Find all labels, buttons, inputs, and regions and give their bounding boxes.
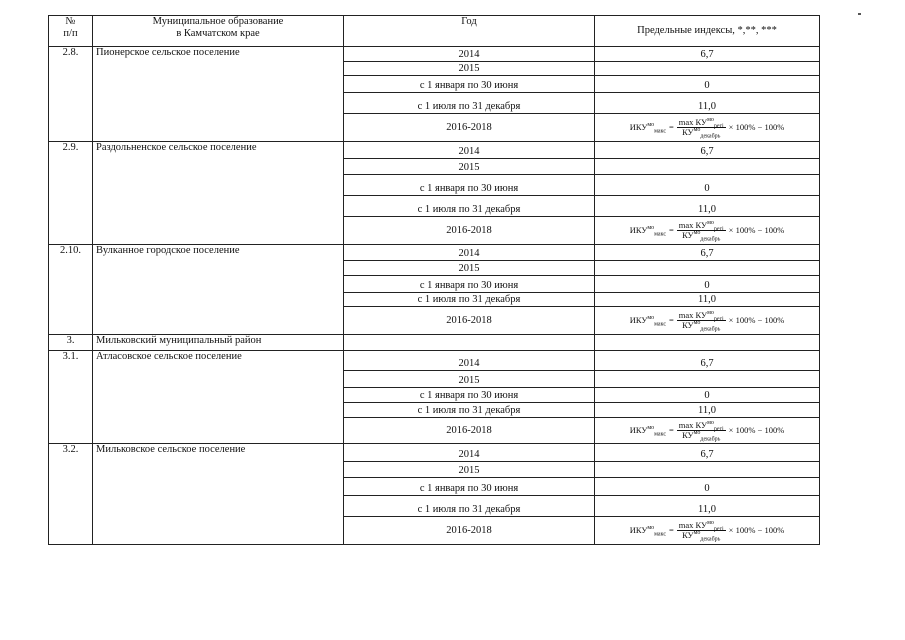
period-cell: 2016-2018: [344, 418, 595, 444]
formula-lhs: $ИКУ^{мо}_{макс}$: [629, 224, 666, 238]
index-value-cell: 11,0: [595, 93, 820, 114]
col-header-year: Год: [344, 16, 595, 47]
index-formula-cell: [595, 517, 820, 545]
period-cell: 2016-2018: [344, 307, 595, 335]
formula-fraction: $\frac{\max КУ^{мо}_{регi}}{КУ^{мо}_{декабрь}}$: [678, 519, 724, 543]
index-formula: [630, 221, 785, 241]
table-row: [49, 444, 820, 462]
period-cell: 2014: [344, 47, 595, 62]
entity-number: 3.2.: [49, 444, 93, 545]
period-cell: 2014: [344, 142, 595, 159]
formula-tail: × 100% − 100%: [728, 121, 785, 132]
index-value-cell: [595, 462, 820, 478]
formula-tail: × 100% − 100%: [728, 524, 785, 535]
formula-tail: × 100% − 100%: [728, 314, 785, 325]
index-value-cell: 11,0: [595, 293, 820, 307]
index-value-cell: 0: [595, 175, 820, 196]
entity-name: Атласовское сельское поселение: [93, 351, 344, 444]
index-formula-cell: [595, 217, 820, 245]
formula-fraction: $\frac{\max КУ^{мо}_{регi}}{КУ^{мо}_{декабрь}}$: [678, 419, 724, 443]
table-row: [49, 142, 820, 159]
index-value-cell: 0: [595, 478, 820, 496]
period-cell: с 1 января по 30 июня: [344, 76, 595, 93]
entity-name: Вулканное городское поселение: [93, 245, 344, 335]
index-value-cell: [595, 261, 820, 276]
col-header-index: Предельные индексы, *,**, ***: [595, 16, 820, 47]
period-cell: с 1 января по 30 июня: [344, 175, 595, 196]
formula-tail: × 100% − 100%: [728, 224, 785, 235]
formula-equals: =: [669, 424, 674, 435]
index-value-cell: 0: [595, 76, 820, 93]
index-value-cell: 6,7: [595, 47, 820, 62]
entity-number: 2.10.: [49, 245, 93, 335]
period-cell: 2015: [344, 371, 595, 388]
period-cell: 2014: [344, 351, 595, 371]
entity-number: 2.9.: [49, 142, 93, 245]
period-cell: с 1 июля по 31 декабря: [344, 293, 595, 307]
index-formula-cell: [595, 114, 820, 142]
formula-fraction: $\frac{\max КУ^{мо}_{регi}}{КУ^{мо}_{декабрь}}$: [678, 309, 724, 333]
period-cell: с 1 января по 30 июня: [344, 478, 595, 496]
index-value-cell: [595, 159, 820, 175]
period-cell: 2016-2018: [344, 517, 595, 545]
formula-equals: =: [669, 121, 674, 132]
index-value-cell: 0: [595, 276, 820, 293]
period-cell: с 1 января по 30 июня: [344, 388, 595, 403]
index-formula: [630, 311, 785, 331]
period-cell: 2015: [344, 62, 595, 76]
period-cell: 2015: [344, 462, 595, 478]
index-formula: [630, 118, 785, 138]
empty-cell: [595, 335, 820, 351]
index-value-cell: 11,0: [595, 196, 820, 217]
period-cell: с 1 января по 30 июня: [344, 276, 595, 293]
index-formula: [630, 421, 785, 441]
table-body: [49, 47, 820, 545]
index-value-cell: 6,7: [595, 245, 820, 261]
entity-name: Раздольненское сельское поселение: [93, 142, 344, 245]
formula-equals: =: [669, 314, 674, 325]
period-cell: с 1 июля по 31 декабря: [344, 403, 595, 418]
entity-number: 2.8.: [49, 47, 93, 142]
period-cell: с 1 июля по 31 декабря: [344, 196, 595, 217]
entity-name: Пионерское сельское поселение: [93, 47, 344, 142]
empty-cell: [344, 335, 595, 351]
index-value-cell: 11,0: [595, 403, 820, 418]
index-formula: [630, 521, 785, 541]
formula-lhs: $ИКУ^{мо}_{макс}$: [629, 314, 666, 328]
index-value-cell: 6,7: [595, 351, 820, 371]
district-number: 3.: [49, 335, 93, 351]
tariff-index-table: [48, 15, 820, 545]
table-row: [49, 245, 820, 261]
index-value-cell: 11,0: [595, 496, 820, 517]
entity-name: Мильковское сельское поселение: [93, 444, 344, 545]
period-cell: с 1 июля по 31 декабря: [344, 496, 595, 517]
formula-equals: =: [669, 224, 674, 235]
period-cell: 2014: [344, 245, 595, 261]
formula-tail: × 100% − 100%: [728, 424, 785, 435]
table-row: [49, 47, 820, 62]
index-formula-cell: [595, 418, 820, 444]
period-cell: 2016-2018: [344, 217, 595, 245]
entity-number: 3.1.: [49, 351, 93, 444]
period-cell: 2015: [344, 261, 595, 276]
formula-lhs: $ИКУ^{мо}_{макс}$: [629, 121, 666, 135]
period-cell: 2016-2018: [344, 114, 595, 142]
table-row: [49, 351, 820, 371]
formula-fraction: $\frac{\max КУ^{мо}_{регi}}{КУ^{мо}_{декабрь}}$: [678, 116, 724, 140]
period-cell: с 1 июля по 31 декабря: [344, 93, 595, 114]
index-value-cell: 6,7: [595, 142, 820, 159]
formula-equals: =: [669, 524, 674, 535]
period-cell: 2015: [344, 159, 595, 175]
district-name: Мильковский муниципальный район: [93, 335, 344, 351]
table-header-row: [49, 16, 820, 47]
index-formula-cell: [595, 307, 820, 335]
formula-lhs: $ИКУ^{мо}_{макс}$: [629, 524, 666, 538]
period-cell: 2014: [344, 444, 595, 462]
col-header-municipality: Муниципальное образование в Камчатском крае: [93, 16, 344, 47]
district-row: [49, 335, 820, 351]
index-value-cell: 6,7: [595, 444, 820, 462]
formula-lhs: $ИКУ^{мо}_{макс}$: [629, 424, 666, 438]
formula-fraction: $\frac{\max КУ^{мо}_{регi}}{КУ^{мо}_{декабрь}}$: [678, 219, 724, 243]
col-header-number: № п/п: [49, 16, 93, 47]
scan-speck: [858, 13, 861, 15]
index-value-cell: [595, 62, 820, 76]
index-value-cell: [595, 371, 820, 388]
index-value-cell: 0: [595, 388, 820, 403]
